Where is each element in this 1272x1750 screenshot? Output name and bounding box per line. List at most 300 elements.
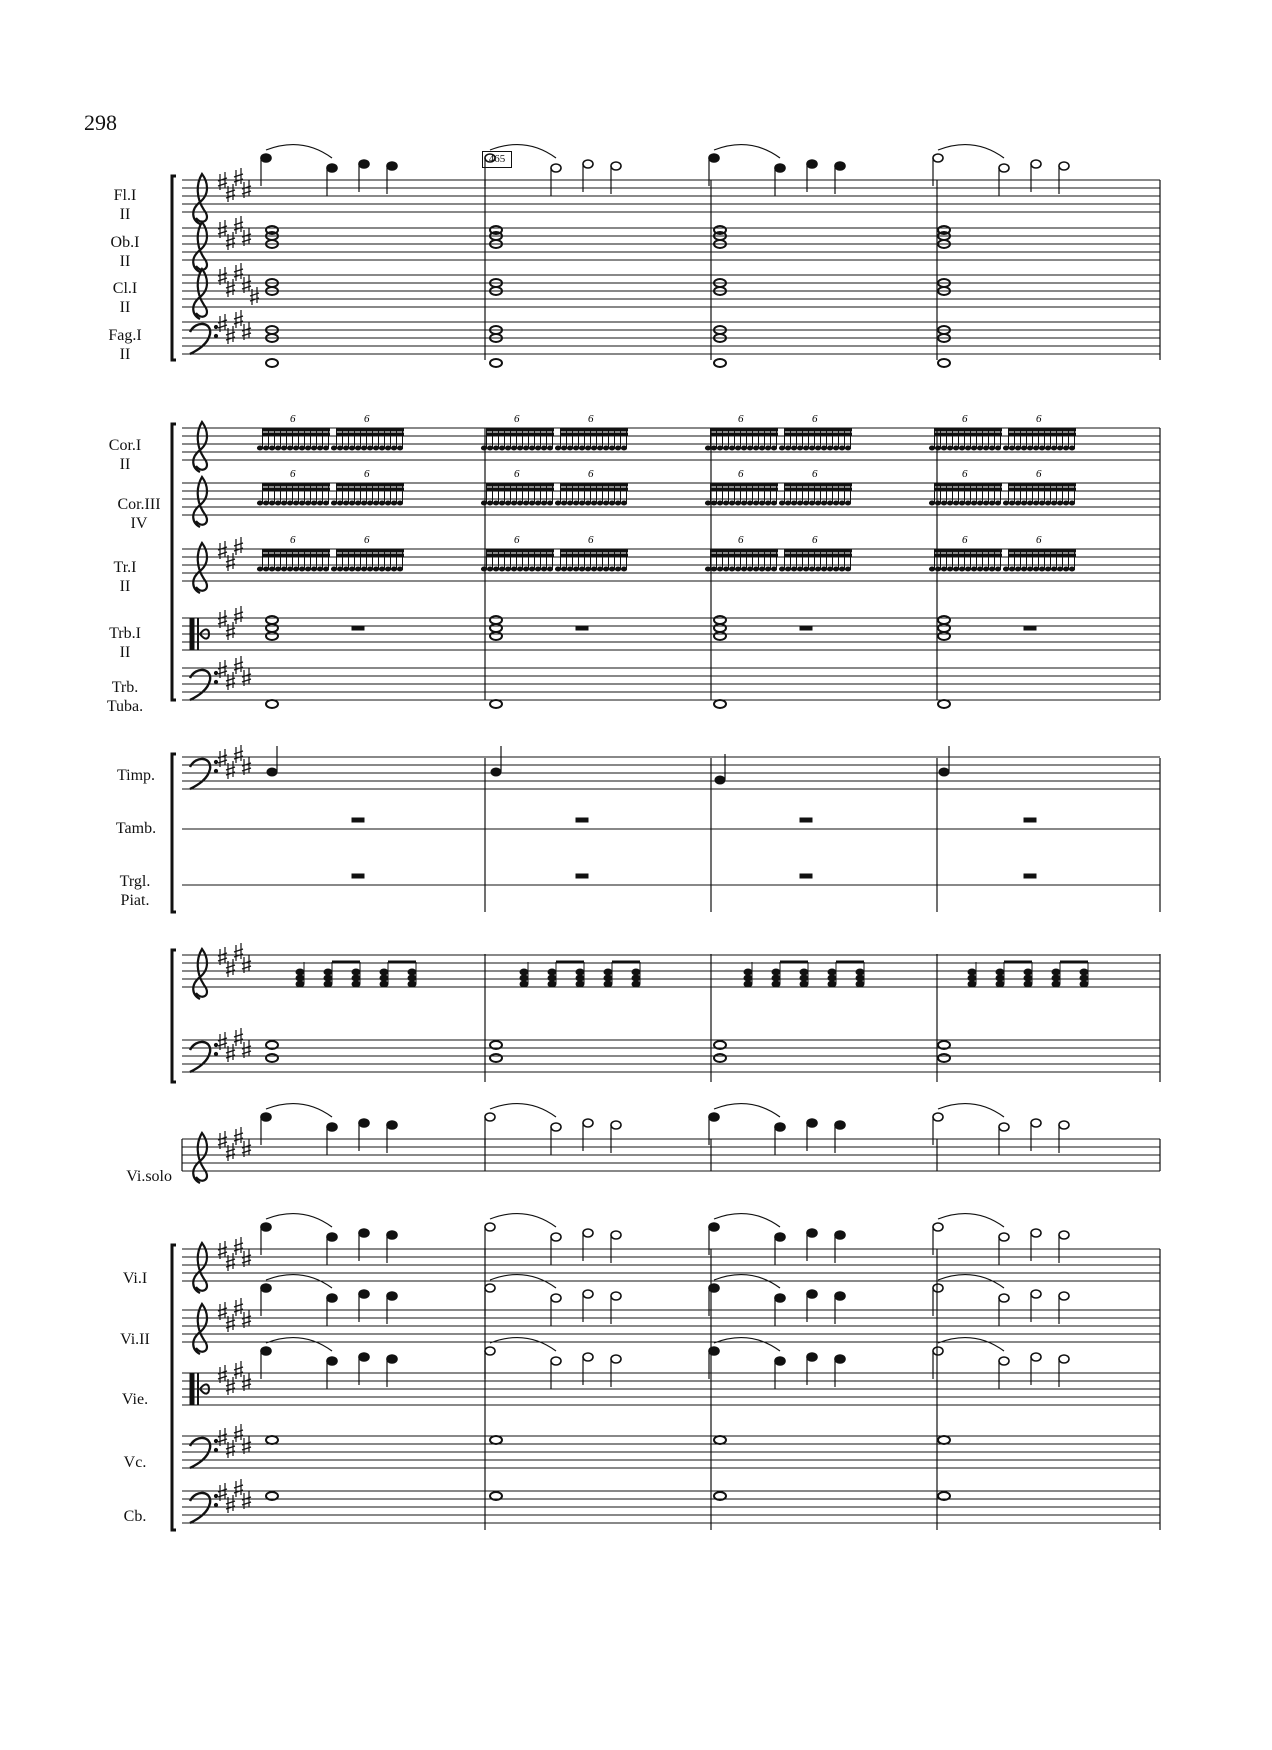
sixteenth-note	[567, 567, 572, 571]
sixteenth-note	[541, 501, 546, 505]
chord-note	[408, 969, 416, 975]
key-sharp	[218, 314, 227, 332]
sixteenth-note	[753, 501, 758, 505]
tuplet-number: 6	[290, 413, 296, 425]
chord-note	[380, 969, 388, 975]
sixteenth-note	[747, 446, 752, 450]
sixteenth-note	[797, 501, 802, 505]
sixteenth-note	[621, 501, 626, 505]
key-sharp	[242, 1310, 251, 1328]
sixteenth-note	[821, 446, 826, 450]
chord-note	[352, 969, 360, 975]
key-sharp	[242, 1373, 251, 1391]
sixteenth-note	[529, 501, 534, 505]
quarter-note	[267, 768, 277, 776]
sixteenth-note	[1051, 446, 1056, 450]
sixteenth-note	[929, 446, 934, 450]
quarter-note	[491, 768, 501, 776]
melody-note	[359, 1353, 369, 1361]
sixteenth-note	[555, 501, 560, 505]
sixteenth-note	[759, 567, 764, 571]
staff	[182, 1310, 1160, 1342]
chord-note	[352, 975, 360, 981]
sixteenth-note	[481, 567, 486, 571]
label-timpani: Timp.	[116, 767, 156, 784]
sixteenth-note	[281, 501, 286, 505]
sixteenth-note	[723, 567, 728, 571]
sixteenth-note	[373, 446, 378, 450]
sixteenth-note	[517, 567, 522, 571]
sixteenth-note	[833, 567, 838, 571]
sixteenth-note	[1069, 446, 1074, 450]
melody-note	[1031, 1353, 1041, 1361]
melody-note	[611, 1355, 621, 1363]
slur	[714, 1104, 780, 1117]
sixteenth-note	[305, 567, 310, 571]
bass-clef	[190, 1438, 210, 1468]
sixteenth-note	[257, 446, 262, 450]
chord-note	[1024, 981, 1032, 987]
melody-note	[327, 164, 337, 172]
sixteenth-note	[481, 501, 486, 505]
chord-note	[996, 975, 1004, 981]
sixteenth-note	[935, 446, 940, 450]
tuplet-number: 6	[812, 468, 818, 480]
melody-note	[835, 162, 845, 170]
sixteenth-note	[711, 446, 716, 450]
melody-note	[327, 1357, 337, 1365]
label-violins-1: Vi.I	[122, 1270, 148, 1287]
slur	[938, 1338, 1004, 1351]
staff	[182, 228, 1160, 260]
bracket	[172, 1245, 176, 1530]
tuplet-number: 6	[364, 413, 370, 425]
melody-note	[261, 154, 271, 162]
whole-note	[266, 616, 278, 624]
key-sharp	[234, 1237, 243, 1255]
melody-note	[835, 1292, 845, 1300]
chord-note	[800, 969, 808, 975]
chord-note	[772, 969, 780, 975]
melody-note	[999, 1294, 1009, 1302]
sixteenth-note	[815, 567, 820, 571]
sixteenth-note	[1015, 567, 1020, 571]
melody-note	[775, 1357, 785, 1365]
melody-note	[261, 1284, 271, 1292]
tuplet-number: 6	[364, 468, 370, 480]
bass-clef	[190, 1493, 210, 1523]
chord-note	[968, 969, 976, 975]
sixteenth-note	[1057, 501, 1062, 505]
sixteenth-note	[487, 501, 492, 505]
sixteenth-note	[493, 446, 498, 450]
sixteenth-note	[535, 567, 540, 571]
whole-note	[266, 624, 278, 632]
key-sharp	[218, 1302, 227, 1320]
sixteenth-note	[803, 567, 808, 571]
sixteenth-note	[729, 446, 734, 450]
slur	[714, 145, 780, 158]
chord-note	[744, 969, 752, 975]
sixteenth-note	[499, 567, 504, 571]
slur	[266, 1214, 332, 1227]
melody-note	[807, 1290, 817, 1298]
key-sharp	[242, 955, 251, 973]
sixteenth-note	[349, 567, 354, 571]
chord-note	[1052, 975, 1060, 981]
sixteenth-note	[299, 567, 304, 571]
sixteenth-note	[735, 501, 740, 505]
slur	[266, 145, 332, 158]
melody-note	[1031, 1290, 1041, 1298]
melody-note	[551, 164, 561, 172]
whole-note	[938, 624, 950, 632]
bass-clef	[190, 1042, 210, 1072]
slur	[938, 145, 1004, 158]
sixteenth-note	[541, 446, 546, 450]
sixteenth-note	[591, 567, 596, 571]
chord-note	[324, 981, 332, 987]
sixteenth-note	[809, 567, 814, 571]
sixteenth-note	[275, 501, 280, 505]
chord-note	[604, 975, 612, 981]
sixteenth-note	[481, 446, 486, 450]
tuplet-number: 6	[290, 534, 296, 546]
sixteenth-note	[1009, 567, 1014, 571]
slur	[266, 1104, 332, 1117]
sixteenth-note	[511, 567, 516, 571]
sixteenth-note	[493, 567, 498, 571]
bass-clef	[190, 324, 210, 354]
sixteenth-note	[971, 567, 976, 571]
label-tambourine: Tamb.	[115, 820, 157, 837]
chord-note	[856, 975, 864, 981]
sixteenth-note	[785, 446, 790, 450]
key-sharp	[242, 668, 251, 686]
chord-note	[408, 981, 416, 987]
sixteenth-note	[331, 567, 336, 571]
bass-clef	[190, 670, 210, 700]
chord-note	[996, 969, 1004, 975]
bass-clef-dot	[214, 1503, 217, 1506]
sixteenth-note	[311, 446, 316, 450]
sixteenth-note	[499, 446, 504, 450]
label-cellos: Vc.	[123, 1454, 147, 1471]
sixteenth-note	[535, 501, 540, 505]
sixteenth-note	[1021, 446, 1026, 450]
sixteenth-note	[311, 501, 316, 505]
half-rest	[800, 626, 812, 630]
key-sharp	[234, 656, 243, 674]
staff	[182, 757, 1160, 789]
sixteenth-note	[809, 501, 814, 505]
sixteenth-note	[269, 501, 274, 505]
whole-note	[490, 632, 502, 640]
melody-note	[835, 1355, 845, 1363]
sixteenth-note	[257, 501, 262, 505]
sixteenth-note	[621, 446, 626, 450]
melody-note	[583, 1229, 593, 1237]
melody-note	[583, 1353, 593, 1361]
tuplet-number: 6	[1036, 413, 1042, 425]
sixteenth-note	[1033, 501, 1038, 505]
sixteenth-note	[355, 501, 360, 505]
tuplet-number: 6	[738, 413, 744, 425]
sixteenth-note	[723, 501, 728, 505]
key-sharp	[226, 279, 235, 297]
sixteenth-note	[815, 446, 820, 450]
key-sharp	[226, 1044, 235, 1062]
sixteenth-note	[989, 446, 994, 450]
half-rest	[352, 818, 364, 822]
key-sharp	[218, 1241, 227, 1259]
sixteenth-note	[1069, 567, 1074, 571]
sixteenth-note	[349, 446, 354, 450]
key-sharp	[234, 1361, 243, 1379]
bass-clef-dot	[214, 325, 217, 328]
half-rest	[352, 874, 364, 878]
sixteenth-note	[1039, 501, 1044, 505]
whole-note	[714, 632, 726, 640]
sixteenth-note	[355, 446, 360, 450]
staff	[182, 322, 1160, 354]
key-sharp	[242, 228, 251, 246]
sixteenth-note	[487, 567, 492, 571]
key-sharp	[250, 287, 259, 305]
tuplet-number: 6	[962, 468, 968, 480]
melody-note	[1059, 1231, 1069, 1239]
sixteenth-note	[615, 567, 620, 571]
slur	[714, 1338, 780, 1351]
label-violin-solo: Vi.solo	[126, 1168, 172, 1185]
chord-note	[520, 981, 528, 987]
melody-note	[933, 1347, 943, 1355]
melody-note	[709, 1347, 719, 1355]
sixteenth-note	[1021, 501, 1026, 505]
melody-note	[775, 1233, 785, 1241]
half-rest	[352, 626, 364, 630]
sixteenth-note	[499, 501, 504, 505]
half-rest	[576, 818, 588, 822]
sixteenth-note	[373, 501, 378, 505]
tuplet-number: 6	[588, 468, 594, 480]
sixteenth-note	[263, 567, 268, 571]
sixteenth-note	[609, 446, 614, 450]
sixteenth-note	[287, 567, 292, 571]
key-sharp	[226, 622, 235, 640]
melody-note	[387, 1231, 397, 1239]
chord-note	[800, 975, 808, 981]
sixteenth-note	[735, 446, 740, 450]
slur	[490, 145, 556, 158]
sixteenth-note	[1009, 446, 1014, 450]
chord-note	[800, 981, 808, 987]
sixteenth-note	[705, 501, 710, 505]
whole-note	[938, 700, 950, 708]
sixteenth-note	[287, 501, 292, 505]
key-sharp	[234, 1479, 243, 1497]
sixteenth-note	[391, 567, 396, 571]
sixteenth-note	[367, 446, 372, 450]
staff	[182, 1249, 1160, 1281]
sixteenth-note	[275, 567, 280, 571]
sixteenth-note	[597, 501, 602, 505]
sixteenth-note	[941, 567, 946, 571]
sixteenth-note	[741, 501, 746, 505]
sixteenth-note	[281, 446, 286, 450]
sixteenth-note	[971, 501, 976, 505]
sixteenth-note	[505, 501, 510, 505]
sixteenth-note	[791, 501, 796, 505]
whole-note	[714, 1054, 726, 1062]
bass-clef-dot	[214, 1052, 217, 1055]
chord-note	[380, 981, 388, 987]
sixteenth-note	[947, 501, 952, 505]
melody-note	[775, 1294, 785, 1302]
melody-note	[933, 1223, 943, 1231]
sixteenth-note	[367, 567, 372, 571]
melody-note	[551, 1123, 561, 1131]
sixteenth-note	[263, 446, 268, 450]
melody-note	[387, 1292, 397, 1300]
key-sharp	[226, 1314, 235, 1332]
sixteenth-note	[561, 446, 566, 450]
label-violins-2: Vi.II	[120, 1331, 150, 1348]
sixteenth-note	[839, 567, 844, 571]
sixteenth-note	[361, 446, 366, 450]
melody-note	[835, 1231, 845, 1239]
melody-note	[933, 1113, 943, 1121]
tuplet-number: 6	[812, 534, 818, 546]
staff	[182, 1373, 1160, 1405]
sixteenth-note	[1045, 567, 1050, 571]
sixteenth-note	[741, 567, 746, 571]
chord-note	[324, 969, 332, 975]
sixteenth-note	[977, 501, 982, 505]
chord-note	[576, 969, 584, 975]
sixteenth-note	[1009, 501, 1014, 505]
sixteenth-note	[305, 501, 310, 505]
sixteenth-note	[717, 501, 722, 505]
sixteenth-note	[293, 567, 298, 571]
melody-note	[583, 160, 593, 168]
key-sharp	[234, 168, 243, 186]
sixteenth-note	[711, 567, 716, 571]
sixteenth-note	[705, 446, 710, 450]
staff	[182, 1139, 1160, 1171]
key-sharp	[226, 553, 235, 571]
chord-note	[856, 969, 864, 975]
sixteenth-note	[747, 567, 752, 571]
chord-note	[1080, 969, 1088, 975]
sixteenth-note	[753, 567, 758, 571]
whole-note	[938, 632, 950, 640]
chord-note	[772, 981, 780, 987]
sixteenth-note	[337, 567, 342, 571]
sixteenth-note	[983, 446, 988, 450]
chord-note	[520, 975, 528, 981]
tuplet-number: 6	[514, 468, 520, 480]
melody-note	[1059, 1355, 1069, 1363]
sixteenth-note	[373, 567, 378, 571]
melody-note	[1031, 160, 1041, 168]
melody-note	[999, 164, 1009, 172]
sixteenth-note	[929, 501, 934, 505]
melody-note	[611, 1292, 621, 1300]
key-sharp	[234, 216, 243, 234]
melody-note	[999, 1357, 1009, 1365]
sixteenth-note	[621, 567, 626, 571]
bass-clef-dot	[214, 671, 217, 674]
sixteenth-note	[1063, 501, 1068, 505]
sixteenth-note	[597, 446, 602, 450]
sixteenth-note	[803, 446, 808, 450]
whole-note	[490, 359, 502, 367]
label-flutes: Fl.I II	[113, 187, 137, 223]
sixteenth-note	[337, 446, 342, 450]
whole-note	[266, 1054, 278, 1062]
chord-note	[1024, 969, 1032, 975]
chord-note	[828, 975, 836, 981]
treble-clef	[193, 477, 207, 527]
melody-note	[485, 1347, 495, 1355]
melody-note	[359, 1290, 369, 1298]
key-sharp	[234, 1127, 243, 1145]
chord-note	[1052, 981, 1060, 987]
tuplet-number: 6	[962, 413, 968, 425]
sixteenth-note	[827, 446, 832, 450]
half-rest	[576, 874, 588, 878]
sixteenth-note	[331, 446, 336, 450]
sixteenth-note	[1021, 567, 1026, 571]
tuplet-number: 6	[588, 413, 594, 425]
sixteenth-note	[397, 501, 402, 505]
label-clarinets: Cl.I II	[112, 280, 138, 316]
sixteenth-note	[771, 501, 776, 505]
sixteenth-note	[711, 501, 716, 505]
sixteenth-note	[747, 501, 752, 505]
quarter-note	[939, 768, 949, 776]
whole-note	[938, 1436, 950, 1444]
sixteenth-note	[1027, 446, 1032, 450]
melody-note	[1059, 1121, 1069, 1129]
label-bassoons: Fag.I II	[108, 327, 142, 363]
key-sharp	[218, 1483, 227, 1501]
sixteenth-note	[517, 501, 522, 505]
sixteenth-note	[585, 446, 590, 450]
key-sharp	[242, 1249, 251, 1267]
sixteenth-note	[833, 501, 838, 505]
melody-note	[611, 162, 621, 170]
melody-note	[359, 1229, 369, 1237]
label-oboes: Ob.I II	[110, 234, 140, 270]
sixteenth-note	[269, 567, 274, 571]
sixteenth-note	[983, 501, 988, 505]
sixteenth-note	[603, 567, 608, 571]
sixteenth-note	[959, 501, 964, 505]
sixteenth-note	[803, 501, 808, 505]
sixteenth-note	[337, 501, 342, 505]
melody-note	[387, 1121, 397, 1129]
key-sharp	[242, 1139, 251, 1157]
key-sharp	[218, 947, 227, 965]
slur	[490, 1214, 556, 1227]
whole-note	[490, 624, 502, 632]
tuplet-number: 6	[588, 534, 594, 546]
chord-note	[744, 975, 752, 981]
sixteenth-note	[1003, 567, 1008, 571]
chord-note	[632, 981, 640, 987]
